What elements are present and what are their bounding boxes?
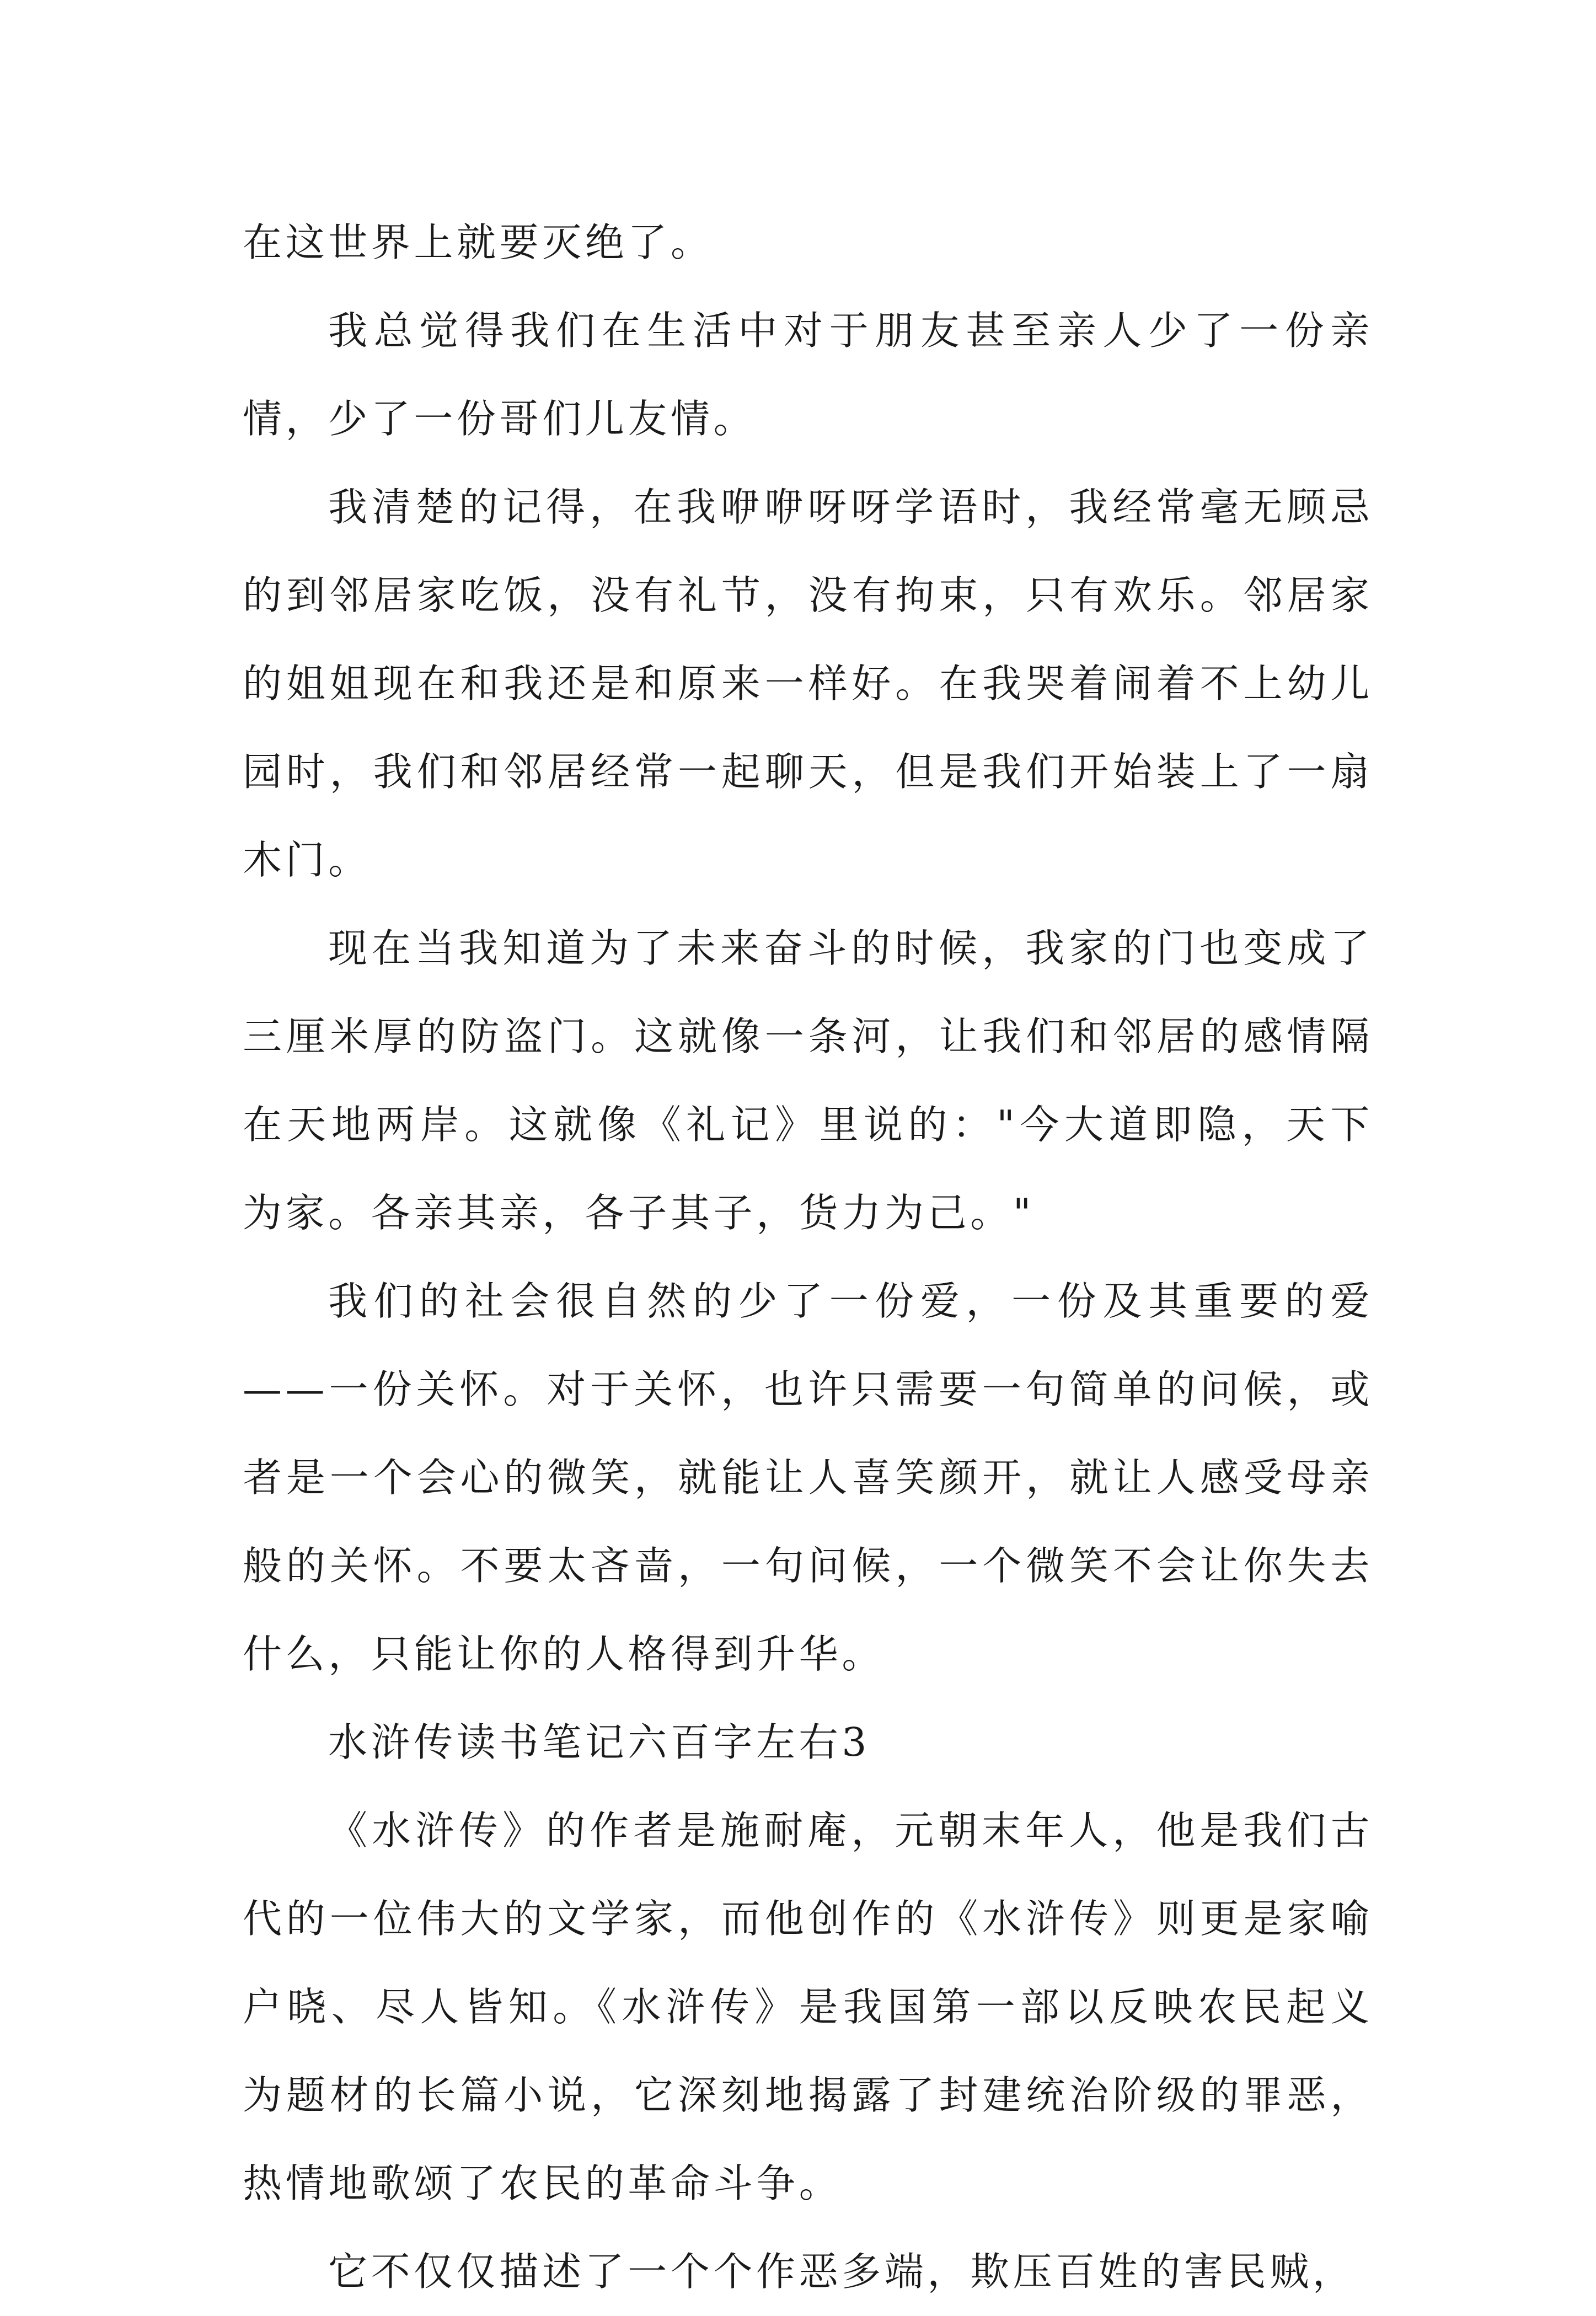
section-title: 水浒传读书笔记六百字左右3 xyxy=(328,1719,870,1765)
paragraph: 在这世界上就要灭绝了。 xyxy=(243,219,714,265)
document-body xyxy=(243,199,1373,2316)
paragraph: 它不仅仅描述了一个个作恶多端，欺压百姓的害民贼， xyxy=(328,2249,1356,2294)
paragraph: 我总觉得我们在生活中对于朋友甚至亲人少了一份亲情，少了一份哥们儿友情。 xyxy=(243,308,1373,442)
paragraph: 现在当我知道为了未来奋斗的时候，我家的门也变成了三厘米厚的防盗门。这就像一条河，让我们和邻居的感情隔在天地两岸。这就像《礼记》里说的："今大道即隐，天下为家。各亲其亲，各子其子，货力为己。" xyxy=(243,925,1373,1236)
paragraph: 我清楚的记得，在我咿咿呀呀学语时，我经常毫无顾忌的到邻居家吃饭，没有礼节，没有拘束，只有欢乐。邻居家的姐姐现在和我还是和原来一样好。在我哭着闹着不上幼儿园时，我们和邻居经常一起聊天，但是我们开始装上了一扇木门。 xyxy=(243,484,1373,883)
paragraph: 《水浒传》的作者是施耐庵，元朝末年人，他是我们古代的一位伟大的文学家，而他创作的《水浒传》则更是家喻户晓、尽人皆知。《水浒传》是我国第一部以反映农民起义为题材的长篇小说，它深刻地揭露了封建统治阶级的罪恶，热情地歌颂了农民的革命斗争。 xyxy=(243,1808,1373,2206)
paragraph: 我们的社会很自然的少了一份爱，一份及其重要的爱——一份关怀。对于关怀，也许只需要一句简单的问候，或者是一个会心的微笑，就能让人喜笑颜开，就让人感受母亲般的关怀。不要太吝啬，一句问候，一个微笑不会让你失去什么，只能让你的人格得到升华。 xyxy=(243,1278,1373,1677)
